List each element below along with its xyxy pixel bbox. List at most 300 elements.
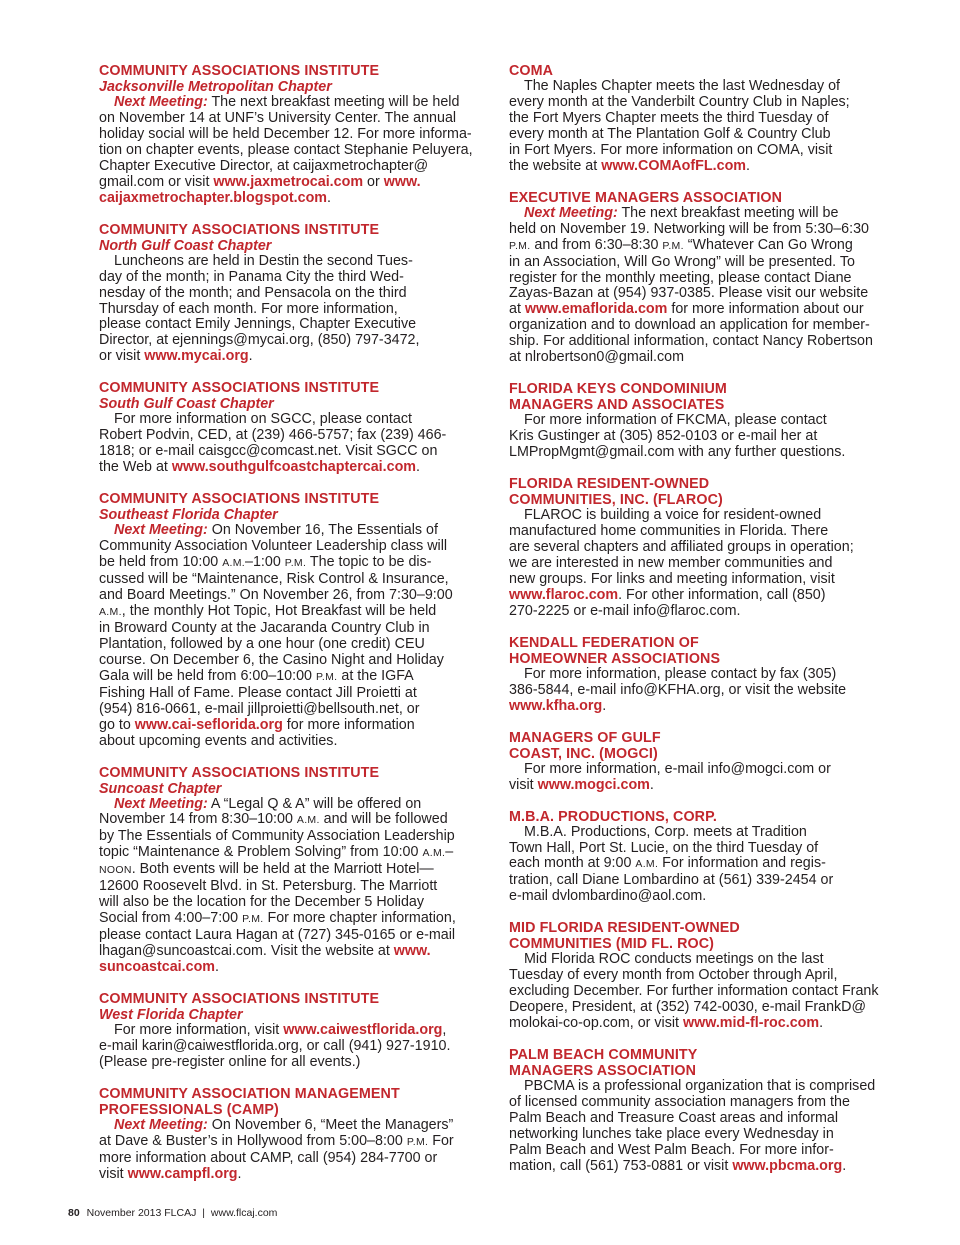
text-run: . For other information, call (850) bbox=[618, 586, 826, 603]
listing-body bbox=[509, 508, 909, 620]
text-run: The Naples Chapter meets the last Wednesday of bbox=[524, 78, 841, 94]
text-run: tration, call Diane Lombardino at (561) 339-2454 or bbox=[509, 872, 834, 889]
text-run: in Broward County at the Jacaranda Country Club in bbox=[99, 619, 430, 636]
listing-community-associations-institute-jacksonville-metropolitan-chapter bbox=[99, 63, 499, 207]
text-run: M.B.A. Productions, Corp. meets at Tradition bbox=[524, 823, 807, 840]
text-run: or bbox=[363, 173, 384, 190]
body-line bbox=[509, 302, 909, 318]
listing-community-associations-institute-north-gulf-coast-chapter bbox=[99, 222, 499, 366]
text-run: e-mail dvlombardino@aol.com. bbox=[509, 888, 707, 905]
text-run: each month at 9:00 bbox=[509, 855, 636, 872]
body-line bbox=[509, 952, 909, 968]
body-line bbox=[509, 968, 909, 984]
body-line bbox=[509, 127, 909, 143]
listing-heading: COMMUNITY ASSOCIATIONS INSTITUTE bbox=[99, 491, 380, 508]
text-run: or visit bbox=[99, 348, 145, 365]
text-run: visit bbox=[99, 1165, 128, 1182]
text-run: Tuesday of every month from October through April, bbox=[509, 967, 838, 984]
body-line bbox=[509, 1016, 909, 1032]
body-line bbox=[509, 984, 909, 1000]
body-line bbox=[509, 159, 909, 175]
body-line bbox=[509, 206, 909, 222]
listing-kendall-federation-of-homeowner-associations bbox=[509, 635, 909, 715]
text-run: (954) 816-0661, e-mail jillproietti@bellsouth.net, or bbox=[99, 700, 420, 717]
listing-body bbox=[509, 413, 909, 461]
body-line bbox=[99, 734, 499, 750]
body-line bbox=[99, 637, 499, 653]
text-run: every month at The Plantation Golf & Country Club bbox=[509, 125, 831, 142]
text-run: A “Legal Q & A” will be offered on bbox=[207, 795, 422, 812]
listing-community-associations-institute-southeast-florida-chapter bbox=[99, 491, 499, 749]
text-run: 386-5844, e-mail info@KFHA.org, or visit the website bbox=[509, 681, 847, 698]
listing-body bbox=[99, 412, 499, 476]
text-run: course. On December 6, the Casino Night and Holiday bbox=[99, 651, 444, 668]
body-line bbox=[99, 254, 499, 270]
text-run: PBCMA is a professional organization that is comprised bbox=[524, 1078, 876, 1095]
text-run: for more information bbox=[282, 716, 415, 733]
body-line bbox=[99, 143, 499, 159]
text-run: are several chapters and affiliated groups in operation; bbox=[509, 539, 854, 556]
time-abbrev: A.M. bbox=[296, 814, 320, 827]
listing-body bbox=[99, 95, 499, 207]
text-run: FLAROC is building a voice for resident-owned bbox=[524, 507, 822, 524]
body-line bbox=[99, 444, 499, 460]
next-meeting-label: Next Meeting: bbox=[114, 94, 208, 110]
time-abbrev: P.M. bbox=[284, 557, 307, 570]
time-abbrev: A.M. bbox=[99, 605, 122, 618]
footer-separator: | bbox=[202, 1207, 205, 1219]
body-line bbox=[99, 686, 499, 702]
body-line bbox=[509, 683, 909, 699]
text-run: “Whatever Can Go Wrong bbox=[683, 236, 853, 253]
listing-community-associations-institute-west-florida-chapter bbox=[99, 991, 499, 1071]
time-abbrev: P.M. bbox=[662, 239, 684, 252]
listing-heading: COMMUNITIES, INC. (FLAROC) bbox=[509, 492, 723, 509]
body-line bbox=[99, 523, 499, 539]
page-number: 80 bbox=[68, 1207, 80, 1219]
body-line bbox=[99, 111, 499, 127]
time-abbrev: A.M. bbox=[635, 858, 659, 871]
text-run: by The Essentials of Community Association Leadership bbox=[99, 828, 455, 845]
text-run: The topic to be dis- bbox=[306, 554, 432, 571]
website-link[interactable]: www.COMAofFL.com bbox=[601, 157, 747, 174]
website-link[interactable]: www.mogci.com bbox=[537, 776, 650, 793]
body-line bbox=[509, 238, 909, 255]
body-line bbox=[509, 271, 909, 287]
body-line bbox=[99, 317, 499, 333]
body-line bbox=[99, 270, 499, 286]
website-link[interactable]: www.emaflorida.com bbox=[524, 301, 668, 318]
text-run: Thursday of each month. For more information, bbox=[99, 300, 398, 317]
listing-heading: FLORIDA KEYS CONDOMINIUM bbox=[509, 381, 727, 398]
body-line bbox=[509, 413, 909, 429]
text-run: Community Association Volunteer Leadership class will bbox=[99, 538, 448, 555]
website-link[interactable]: www.jaxmetrocai.com bbox=[213, 173, 364, 190]
body-line bbox=[99, 718, 499, 734]
body-line bbox=[99, 555, 499, 572]
body-line bbox=[99, 944, 499, 960]
issue-date: November 2013 bbox=[86, 1207, 162, 1219]
text-run: lhagan@suncoastcai.com. Visit the website at bbox=[99, 943, 394, 960]
body-line bbox=[99, 604, 499, 621]
text-run: Robert Podvin, CED, at (239) 466-5757; fax (239) 466- bbox=[99, 427, 447, 444]
body-line bbox=[99, 1039, 499, 1055]
text-run: The next breakfast meeting will be held bbox=[207, 94, 460, 110]
text-run: visit bbox=[509, 776, 538, 793]
website-link[interactable]: www.caiwestflorida.org bbox=[283, 1021, 443, 1038]
text-run: On November 6, “Meet the Managers” bbox=[207, 1116, 454, 1133]
listing-heading: MANAGERS AND ASSOCIATES bbox=[509, 397, 725, 414]
body-line bbox=[509, 286, 909, 302]
body-line bbox=[509, 508, 909, 524]
text-run: on November 14 at UNF’s University Center. The annual bbox=[99, 109, 457, 126]
listing-body bbox=[509, 667, 909, 715]
text-run: will also be the location for the December 5 Holiday bbox=[99, 894, 425, 911]
body-line bbox=[99, 175, 499, 191]
text-run: . bbox=[746, 157, 750, 174]
text-run: molokai-co-op.com, or visit bbox=[509, 1015, 683, 1032]
body-line bbox=[509, 79, 909, 95]
text-run: For more information, please contact by fax (305) bbox=[524, 665, 837, 682]
body-line bbox=[99, 702, 499, 718]
listing-community-associations-institute-suncoast-chapter bbox=[99, 765, 499, 976]
body-line bbox=[99, 333, 499, 349]
listing-subheading: Suncoast Chapter bbox=[99, 780, 222, 797]
text-run: of licensed community association managers from the bbox=[509, 1094, 850, 1111]
body-line bbox=[509, 143, 909, 159]
listing-body bbox=[99, 1023, 499, 1071]
time-abbrev: P.M. bbox=[406, 1135, 429, 1148]
body-line bbox=[509, 318, 909, 334]
body-line bbox=[509, 667, 909, 683]
body-line bbox=[509, 524, 909, 540]
listing-heading: M.B.A. PRODUCTIONS, CORP. bbox=[509, 808, 717, 825]
text-run: the Web at bbox=[99, 459, 172, 476]
body-line bbox=[509, 111, 909, 127]
publication-name: FLCAJ bbox=[164, 1207, 197, 1219]
time-abbrev: A.M. bbox=[222, 557, 245, 570]
text-run: and Board Meetings.” On November 26, from 7:30–9:00 bbox=[99, 586, 453, 603]
body-line bbox=[509, 762, 909, 778]
listing-coma bbox=[509, 63, 909, 175]
body-line bbox=[509, 588, 909, 604]
text-run: the Fort Myers Chapter meets the third Tuesday of bbox=[509, 109, 829, 126]
text-run: be held from 10:00 bbox=[99, 554, 223, 571]
text-run: new groups. For links and meeting information, visit bbox=[509, 570, 835, 587]
time-abbrev: P.M. bbox=[315, 670, 338, 683]
listing-subheading: Jacksonville Metropolitan Chapter bbox=[99, 79, 332, 95]
body-line bbox=[99, 286, 499, 302]
left-column bbox=[99, 63, 499, 1198]
body-line bbox=[99, 95, 499, 111]
body-line bbox=[99, 960, 499, 976]
website-link[interactable]: caijaxmetrochapter.blogspot.com bbox=[99, 189, 328, 206]
text-run: Deopere, President, at (352) 742-0030, e-mail FrankD@ bbox=[509, 999, 867, 1016]
body-line bbox=[509, 873, 909, 889]
listing-community-associations-institute-south-gulf-coast-chapter bbox=[99, 380, 499, 476]
text-run: . bbox=[602, 697, 607, 714]
website-link[interactable]: www. bbox=[393, 943, 431, 960]
listing-florida-resident-owned-communities-inc-flaroc bbox=[509, 476, 909, 620]
text-run: For more chapter information, bbox=[263, 910, 456, 927]
body-line bbox=[99, 669, 499, 686]
text-run: Zayas-Bazan at (954) 937-0385. Please visit our website bbox=[509, 285, 869, 302]
body-line bbox=[99, 829, 499, 845]
website-link[interactable]: www.kfha.org bbox=[509, 697, 603, 714]
text-run: every month at the Vanderbilt Country Club in Naples; bbox=[509, 93, 850, 110]
body-line bbox=[509, 445, 909, 461]
listing-body bbox=[509, 762, 909, 794]
text-run: cussed will be “Maintenance, Risk Control & Insurance, bbox=[99, 571, 449, 588]
body-line bbox=[99, 572, 499, 588]
text-run: e-mail karin@caiwestflorida.org, or call (941) 927-1910. bbox=[99, 1037, 451, 1054]
website-link[interactable]: www.pbcma.org bbox=[732, 1157, 843, 1174]
text-run: November 14 from 8:30–10:00 bbox=[99, 811, 297, 828]
text-run: , the monthly Hot Topic, Hot Breakfast will be held bbox=[121, 602, 437, 619]
listing-managers-of-gulf-coast-inc-mogci bbox=[509, 730, 909, 794]
body-line bbox=[99, 911, 499, 928]
text-run: – bbox=[445, 844, 454, 861]
listing-heading: MID FLORIDA RESIDENT-OWNED bbox=[509, 920, 740, 937]
listing-heading: COMA bbox=[509, 63, 554, 79]
body-line bbox=[509, 572, 909, 588]
text-run: –1:00 bbox=[245, 554, 285, 571]
text-run: networking lunches take place every Wednesday in bbox=[509, 1125, 834, 1142]
listing-heading: COMMUNITIES (MID FL. ROC) bbox=[509, 936, 715, 953]
website-link[interactable]: www.southgulfcoastchaptercai.com bbox=[171, 459, 417, 476]
text-run: ship. For additional information, contact Nancy Robertson bbox=[509, 333, 873, 350]
page-footer bbox=[68, 1207, 277, 1219]
text-run: Luncheons are held in Destin the second Tues- bbox=[114, 252, 413, 269]
text-run: . bbox=[248, 348, 253, 365]
body-line bbox=[99, 879, 499, 895]
text-run: Town Hall, Port St. Lucie, on the third Tuesday of bbox=[509, 839, 819, 856]
text-run: 1818; or e-mail caisgcc@comcast.net. Visit SGCC on bbox=[99, 443, 438, 460]
text-run: LMPropMgmt@gmail.com with any further questions. bbox=[509, 444, 846, 461]
text-run: For more information, e-mail info@mogci.com or bbox=[524, 760, 831, 777]
listing-body bbox=[509, 1079, 909, 1175]
text-run: Plantation, followed by a one hour (one credit) CEU bbox=[99, 635, 425, 652]
body-line bbox=[509, 1159, 909, 1175]
text-run: manufactured home communities in Florida. There bbox=[509, 523, 829, 540]
text-run: . bbox=[327, 189, 332, 206]
text-run: Mid Florida ROC conducts meetings on the last bbox=[524, 951, 824, 968]
listing-heading: COMMUNITY ASSOCIATIONS INSTITUTE bbox=[99, 380, 380, 397]
listing-body bbox=[99, 797, 499, 976]
body-line bbox=[509, 1127, 909, 1143]
body-line bbox=[509, 778, 909, 794]
text-run: at the IGFA bbox=[337, 667, 414, 684]
body-line bbox=[99, 1134, 499, 1151]
listing-subheading: North Gulf Coast Chapter bbox=[99, 237, 272, 254]
next-meeting-label: Next Meeting: bbox=[114, 522, 208, 539]
listing-heading: FLORIDA RESIDENT-OWNED bbox=[509, 476, 710, 493]
body-line bbox=[509, 255, 909, 271]
listing-heading: COMMUNITY ASSOCIATIONS INSTITUTE bbox=[99, 764, 380, 781]
text-run: Gala will be held from 6:00–10:00 bbox=[99, 667, 316, 684]
listing-heading: MANAGERS OF GULF bbox=[509, 729, 661, 746]
body-line bbox=[99, 588, 499, 604]
text-run: For bbox=[428, 1132, 454, 1149]
text-run: at bbox=[509, 301, 525, 318]
body-line bbox=[99, 845, 499, 862]
body-line bbox=[99, 127, 499, 143]
body-line bbox=[509, 334, 909, 350]
listing-heading: COMMUNITY ASSOCIATIONS INSTITUTE bbox=[99, 63, 380, 79]
website-link[interactable]: www.cai-seflorida.org bbox=[134, 716, 283, 733]
text-run: held on November 19. Networking will be from 5:30–6:30 bbox=[509, 220, 869, 237]
body-line bbox=[99, 412, 499, 428]
website-link[interactable]: www.mycai.org bbox=[144, 348, 249, 365]
text-run: For more information on SGCC, please contact bbox=[114, 411, 412, 428]
text-run: Palm Beach and Treasure Coast areas and informal bbox=[509, 1109, 839, 1126]
listing-community-association-management-professionals-camp bbox=[99, 1086, 499, 1183]
text-run: please contact Emily Jennings, Chapter Executive bbox=[99, 316, 417, 333]
body-line bbox=[509, 604, 909, 620]
body-line bbox=[99, 1023, 499, 1039]
text-run: . bbox=[819, 1015, 824, 1032]
listing-m-b-a-productions-corp bbox=[509, 809, 909, 906]
body-line bbox=[509, 889, 909, 905]
body-line bbox=[509, 1095, 909, 1111]
body-line bbox=[99, 539, 499, 555]
listing-heading: HOMEOWNER ASSOCIATIONS bbox=[509, 650, 721, 667]
body-line bbox=[509, 825, 909, 841]
text-run: Chapter Executive Director, at caijaxmetrochapter@ bbox=[99, 157, 429, 174]
body-line bbox=[99, 797, 499, 813]
listing-heading: PROFESSIONALS (CAMP) bbox=[99, 1101, 279, 1118]
listing-palm-beach-community-managers-association bbox=[509, 1047, 909, 1175]
text-run: at Dave & Buster’s in Hollywood from 5:00–8:00 bbox=[99, 1132, 407, 1149]
body-line bbox=[99, 191, 499, 207]
text-run: register for the monthly meeting, please contact Diane bbox=[509, 269, 852, 286]
website-link[interactable]: suncoastcai.com bbox=[99, 959, 216, 976]
text-run: excluding December. For further information contact Frank bbox=[509, 983, 879, 1000]
website-link[interactable]: www. bbox=[383, 173, 421, 190]
text-run: tion on chapter events, please contact Stephanie Peluyera, bbox=[99, 141, 473, 158]
body-line bbox=[99, 1151, 499, 1167]
text-run: go to bbox=[99, 716, 135, 733]
text-run: . bbox=[649, 776, 654, 793]
text-run: 270-2225 or e-mail info@flaroc.com. bbox=[509, 602, 741, 619]
text-run: Palm Beach and West Palm Beach. For more infor- bbox=[509, 1141, 834, 1158]
body-line bbox=[99, 428, 499, 444]
text-run: about upcoming events and activities. bbox=[99, 732, 338, 749]
text-run: Kris Gustinger at (305) 852-0103 or e-mail her at bbox=[509, 428, 818, 445]
listing-heading: COMMUNITY ASSOCIATION MANAGEMENT bbox=[99, 1085, 400, 1102]
time-abbrev: A.M. bbox=[422, 847, 446, 860]
body-line bbox=[99, 653, 499, 669]
listing-body bbox=[509, 952, 909, 1032]
body-line bbox=[509, 350, 909, 366]
footer-website: www.flcaj.com bbox=[210, 1207, 278, 1219]
time-abbrev: P.M. bbox=[242, 913, 264, 926]
listing-subheading: West Florida Chapter bbox=[99, 1006, 243, 1023]
body-line bbox=[99, 460, 499, 476]
body-line bbox=[509, 556, 909, 572]
text-run: for more information about our bbox=[667, 301, 864, 318]
text-run: . bbox=[215, 959, 219, 976]
text-run: organization and to download an application for member- bbox=[509, 317, 870, 334]
listing-executive-managers-association bbox=[509, 190, 909, 367]
text-run: at nlrobertson0@gmail.com bbox=[509, 349, 685, 366]
listing-heading: COMMUNITY ASSOCIATIONS INSTITUTE bbox=[99, 990, 380, 1007]
body-line bbox=[99, 302, 499, 318]
text-run: On November 16, The Essentials of bbox=[207, 522, 438, 539]
body-line bbox=[99, 928, 499, 944]
text-run: , bbox=[442, 1021, 447, 1038]
listing-florida-keys-condominium-managers-and-associates bbox=[509, 381, 909, 461]
website-link[interactable]: www.mid-fl-roc.com bbox=[683, 1015, 820, 1032]
text-run: The next breakfast meeting will be bbox=[617, 204, 839, 221]
text-run: Director, at ejennings@mycai.org, (850) 797-3472, bbox=[99, 332, 420, 349]
listing-subheading: South Gulf Coast Chapter bbox=[99, 396, 274, 413]
text-run: For more information of FKCMA, please contact bbox=[524, 412, 827, 429]
listing-body bbox=[509, 79, 909, 175]
body-line bbox=[509, 95, 909, 111]
body-line bbox=[509, 222, 909, 238]
body-line bbox=[509, 841, 909, 857]
body-line bbox=[509, 1000, 909, 1016]
body-line bbox=[509, 856, 909, 873]
text-run: . bbox=[416, 459, 420, 476]
text-run: and will be followed bbox=[319, 811, 448, 828]
website-link[interactable]: www.flaroc.com bbox=[509, 586, 619, 603]
next-meeting-label: Next Meeting: bbox=[114, 1116, 208, 1133]
listing-body bbox=[509, 825, 909, 906]
text-run: For more information, visit bbox=[114, 1021, 284, 1038]
listing-body bbox=[99, 1118, 499, 1183]
text-run: we are interested in new member communities and bbox=[509, 554, 833, 571]
listing-body bbox=[509, 206, 909, 367]
body-line bbox=[509, 429, 909, 445]
listing-heading: COAST, INC. (MOGCI) bbox=[509, 745, 658, 762]
text-run: 12600 Roosevelt Blvd. in St. Petersburg. The Marriott bbox=[99, 878, 438, 895]
website-link[interactable]: www.campfl.org bbox=[127, 1165, 238, 1182]
text-run: please contact Laura Hagan at (727) 345-0165 or e-mail bbox=[99, 927, 456, 944]
next-meeting-label: Next Meeting: bbox=[114, 795, 208, 812]
body-line bbox=[99, 159, 499, 175]
text-run: . bbox=[842, 1157, 847, 1174]
text-run: and from 6:30–8:30 bbox=[530, 236, 663, 253]
text-run: holiday social will be held December 12. For more informa- bbox=[99, 125, 472, 142]
time-abbrev: NOON bbox=[99, 864, 132, 877]
text-run: gmail.com or visit bbox=[99, 173, 214, 190]
text-run: (Please pre-register online for all events.) bbox=[99, 1053, 361, 1070]
listing-mid-florida-resident-owned-communities-mid-fl-roc bbox=[509, 920, 909, 1032]
body-line bbox=[509, 540, 909, 556]
body-line bbox=[509, 1111, 909, 1127]
listing-heading: PALM BEACH COMMUNITY bbox=[509, 1047, 698, 1064]
listing-body bbox=[99, 523, 499, 749]
text-run: topic “Maintenance & Problem Solving” from 10:00 bbox=[99, 844, 423, 861]
text-run: For information and regis- bbox=[658, 855, 826, 872]
body-line bbox=[99, 621, 499, 637]
listing-heading: KENDALL FEDERATION OF bbox=[509, 634, 699, 651]
text-run: the website at bbox=[509, 157, 602, 174]
listing-body bbox=[99, 254, 499, 366]
text-run: nesday of the month; and Pensacola on the third bbox=[99, 284, 407, 301]
body-line bbox=[99, 812, 499, 829]
body-line bbox=[509, 1143, 909, 1159]
text-run: Fishing Hall of Fame. Please contact Jill Proietti at bbox=[99, 684, 417, 701]
right-column bbox=[509, 63, 909, 1190]
listing-subheading: Southeast Florida Chapter bbox=[99, 507, 278, 524]
text-run: in Fort Myers. For more information on COMA, visit bbox=[509, 141, 833, 158]
body-line bbox=[99, 1118, 499, 1134]
listing-heading: EXECUTIVE MANAGERS ASSOCIATION bbox=[509, 189, 783, 206]
text-run: Social from 4:00–7:00 bbox=[99, 910, 243, 927]
